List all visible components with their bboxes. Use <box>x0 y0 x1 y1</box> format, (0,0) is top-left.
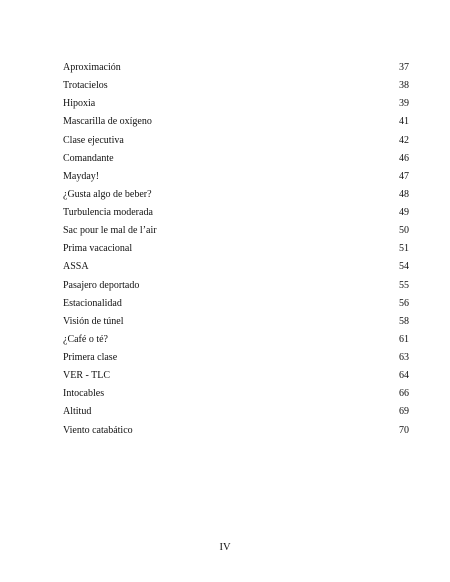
toc-entry <box>63 313 409 331</box>
toc-entry <box>63 295 409 313</box>
toc-entry-page: 51 <box>399 243 409 255</box>
toc-entry <box>63 77 409 95</box>
toc-entry-page: 42 <box>399 134 409 146</box>
toc-entry <box>63 113 409 131</box>
toc-entry-title: Estacionalidad <box>63 297 122 309</box>
toc-entry-page: 37 <box>399 62 409 73</box>
toc-entry <box>63 150 409 168</box>
toc-entry-page: 69 <box>399 406 409 418</box>
toc-entry <box>63 385 409 403</box>
toc-entry-page: 70 <box>399 424 409 436</box>
toc-entry <box>63 331 409 349</box>
toc-entry-page: 64 <box>399 370 409 382</box>
toc-entry <box>63 240 409 258</box>
toc-entry-title: Visión de túnel <box>63 315 124 327</box>
toc-entry-title: ASSA <box>63 261 89 273</box>
toc-entry <box>63 367 409 385</box>
toc-entry-title: Turbulencia moderada <box>63 207 153 218</box>
toc-entry-title: Pasajero deportado <box>63 279 140 291</box>
toc-entry-title: Viento catabático <box>63 424 133 436</box>
toc-entry-title: VER - TLC <box>63 370 111 382</box>
toc-entry <box>63 168 409 186</box>
toc-entry-title: Primera clase <box>63 352 118 363</box>
toc-entry <box>63 422 409 440</box>
toc-entry-title: Aproximación <box>63 62 121 73</box>
toc-entry-page: 46 <box>399 152 409 164</box>
toc-entry <box>63 186 409 204</box>
toc-entry-page: 54 <box>399 261 409 273</box>
toc-entry <box>63 403 409 421</box>
toc-entry-page: 38 <box>399 80 409 92</box>
toc-entry-page: 50 <box>399 225 409 237</box>
toc-entry-title: Mayday! <box>63 170 100 182</box>
toc-entry-title: Altitud <box>63 406 92 418</box>
toc-entry-page: 55 <box>399 279 409 291</box>
toc-entry-page: 48 <box>399 188 409 200</box>
toc-entry-page: 47 <box>399 170 409 182</box>
toc-entry-page: 39 <box>399 98 409 110</box>
toc-entry-page: 58 <box>399 315 409 327</box>
toc-entry-title: Clase ejecutiva <box>63 134 124 146</box>
toc-entry-page: 61 <box>399 333 409 345</box>
page-number: IV <box>219 542 231 553</box>
toc-entry <box>63 258 409 276</box>
toc-entry <box>63 132 409 150</box>
toc-entry-page: 41 <box>399 116 409 128</box>
toc-entry <box>63 277 409 295</box>
toc-entry-title: ¿Café o té? <box>63 333 108 345</box>
toc-entry-title: Comandante <box>63 152 114 164</box>
toc-entry <box>63 204 409 222</box>
toc-entry <box>63 349 409 367</box>
toc-entry-title: Trotacielos <box>63 80 108 92</box>
toc-entry-page: 63 <box>399 352 409 363</box>
toc-entry-page: 49 <box>399 207 409 218</box>
toc-entry-page: 66 <box>399 388 409 400</box>
toc-entry-title: Mascarilla de oxígeno <box>63 116 152 128</box>
toc-entry-title: ¿Gusta algo de beber? <box>63 188 152 200</box>
toc-entry <box>63 222 409 240</box>
toc-entry-title: Prima vacacional <box>63 243 133 255</box>
table-of-contents <box>63 59 409 440</box>
toc-entry-title: Hipoxia <box>63 98 96 110</box>
toc-entry-title: Sac pour le mal de l’air <box>63 225 157 237</box>
toc-entry <box>63 95 409 113</box>
toc-entry-title: Intocables <box>63 388 105 400</box>
toc-entry <box>63 59 409 77</box>
toc-entry-page: 56 <box>399 297 409 309</box>
